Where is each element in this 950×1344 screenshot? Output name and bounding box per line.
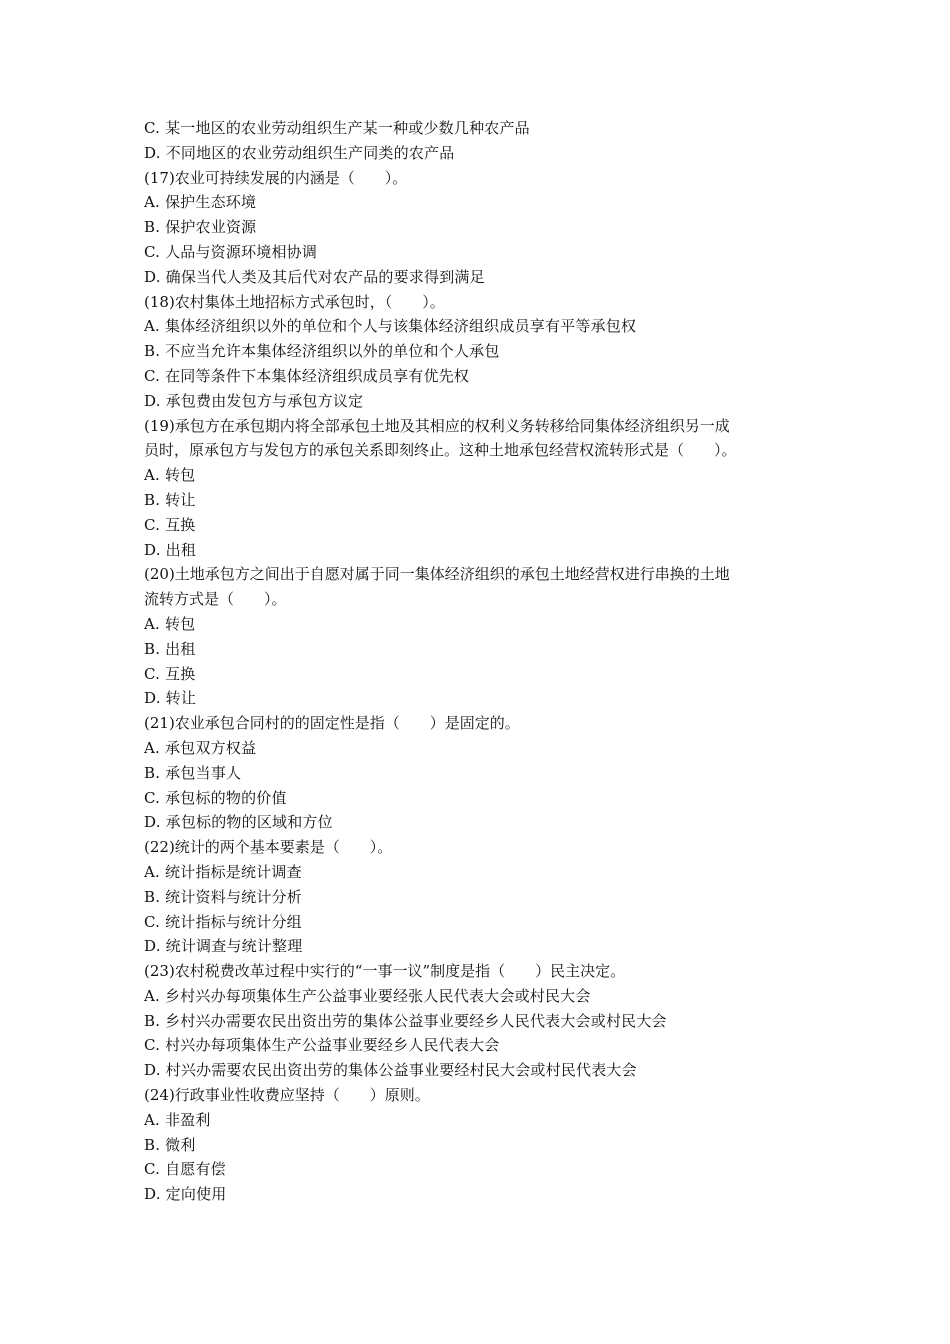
option-line: D. 承包费由发包方与承包方议定 [144, 391, 364, 410]
option-line: A. 非盈利 [144, 1110, 211, 1129]
option-line: A. 转包 [144, 466, 196, 485]
option-line: C. 承包标的物的价值 [144, 788, 287, 807]
question-line: (22)统计的两个基本要素是（ ）。 [144, 838, 393, 857]
option-line: A. 集体经济组织以外的单位和个人与该集体经济组织成员享有平等承包权 [144, 317, 637, 336]
question-line: (24)行政事业性收费应坚持（ ）原则。 [144, 1086, 430, 1105]
question-line: (20)土地承包方之间出于自愿对属于同一集体经济组织的承包土地经营权进行串换的土地 [144, 565, 730, 584]
option-line: B. 转让 [144, 490, 196, 509]
option-line: C. 统计指标与统计分组 [144, 912, 302, 931]
option-line: D. 确保当代人类及其后代对农产品的要求得到满足 [144, 267, 485, 286]
option-line: B. 保护农业资源 [144, 218, 257, 237]
option-line: C. 村兴办每项集体生产公益事业要经乡人民代表大会 [144, 1036, 500, 1055]
question-line: (17)农业可持续发展的内涵是（ ）。 [144, 168, 408, 187]
option-line: C. 人品与资源环境相协调 [144, 242, 318, 261]
option-line: C. 互换 [144, 515, 196, 534]
option-line: D. 转让 [144, 689, 197, 708]
question-line: 员时，原承包方与发包方的承包关系即刻终止。这种土地承包经营权流转形式是（ ）。 [144, 441, 737, 460]
option-line: B. 承包当事人 [144, 763, 242, 782]
option-line: B. 统计资料与统计分析 [144, 887, 302, 906]
option-line: B. 微利 [144, 1135, 196, 1154]
option-line: B. 出租 [144, 639, 196, 658]
option-line: A. 统计指标是统计调查 [144, 862, 302, 881]
question-line: (19)承包方在承包期内将全部承包土地及其相应的权利义务转移给同集体经济组织另一成 [144, 416, 730, 435]
option-line: C. 自愿有偿 [144, 1160, 226, 1179]
option-line: B. 乡村兴办需要农民出资出劳的集体公益事业要经乡人民代表大会或村民大会 [144, 1011, 667, 1030]
option-line: A. 乡村兴办每项集体生产公益事业要经张人民代表大会或村民大会 [144, 986, 591, 1005]
option-line: D. 承包标的物的区域和方位 [144, 813, 333, 832]
option-line: D. 村兴办需要农民出资出劳的集体公益事业要经村民大会或村民代表大会 [144, 1061, 637, 1080]
option-line: A. 保护生态环境 [144, 193, 257, 212]
option-line: A. 转包 [144, 614, 196, 633]
question-line: (18)农村集体土地招标方式承包时，（ ）。 [144, 292, 445, 311]
option-line: D. 统计调查与统计整理 [144, 937, 303, 956]
question-line: (21)农业承包合同村的的固定性是指（ ）是固定的。 [144, 714, 520, 733]
option-line: C. 某一地区的农业劳动组织生产某一种或少数几种农产品 [144, 119, 530, 137]
option-line: A. 承包双方权益 [144, 738, 257, 757]
question-line: 流转方式是（ ）。 [144, 590, 287, 609]
option-line: B. 不应当允许本集体经济组织以外的单位和个人承包 [144, 342, 500, 361]
option-line: D. 出租 [144, 540, 197, 559]
option-line: D. 不同地区的农业劳动组织生产同类的农产品 [144, 143, 455, 162]
option-line: D. 定向使用 [144, 1185, 227, 1204]
option-line: C. 互换 [144, 664, 196, 683]
question-line: (23)农村税费改革过程中实行的“一事一议”制度是指（ ）民主决定。 [144, 962, 626, 981]
document-page [144, 116, 814, 1207]
option-line: C. 在同等条件下本集体经济组织成员享有优先权 [144, 366, 470, 385]
